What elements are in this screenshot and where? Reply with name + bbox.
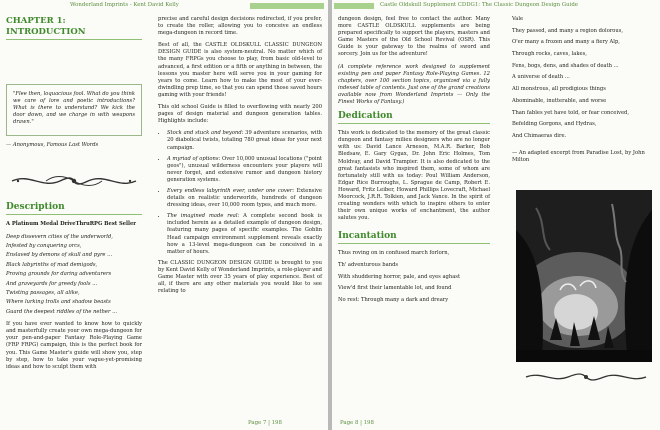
right-page-footer: Page 8 | 198 (340, 420, 374, 426)
chapter-rule (6, 39, 142, 40)
poem-line: Black labyrinths of mad demigods, (6, 261, 98, 268)
poem-line: With shuddering horror, pale, and eyes aghast (338, 273, 461, 280)
poem-line: Th' adventurous bands (338, 262, 399, 269)
quote-box (6, 84, 142, 136)
poem-line: And graveyards for greedy fools ... (6, 280, 98, 287)
left-page-footer: Page 7 | 198 (248, 420, 282, 426)
milton-poem (512, 16, 652, 140)
dedication-paragraph: This work is dedicated to the memory of the great classic dungeon and fantasy milieu designers who are no longer with us: David Lance Arneson, M.A.R. Barker, Bob Bledsaw, E. Gary Gygax, Dr. John Eric Holmes, Tom Moldvay, and David Trampier. It is also dedicated to the great fantasists who inspired them, some of whom are fortunately still with us today: Poul William Anderson, Edgar Rice Burroughs, L. Sprague de Camp, Robert E. Howard, Fritz Leiber, Howard Phillips Lovecraft, Michael Moorcock, J.R.R. Tolkien, and Jack Vance. In the spirit of creating wonders with which to inspire others to enter their own unique works of enchantment, the author salutes you. (338, 130, 490, 222)
poem-line: Proving grounds for daring adventurers (6, 271, 112, 278)
poem-line: They passed, and many a region dolorous, (512, 27, 624, 34)
poem-line: Deep dissevern cities of the underworld, (6, 233, 113, 240)
poem-line: No rest: Through many a dark and dreary (338, 297, 449, 304)
poem-line: Where lurking trolls and shadow beasts (6, 299, 111, 306)
right-page-header: Castle Oldskull Supplement CDDG1: The Classic Dungeon Design Guide (380, 2, 578, 8)
quote-attribution: — Anonymous, Famous Last Words (6, 142, 99, 149)
list-item: • Stock and stuck and beyond: 39 adventure scenarios, with 20 diabolical twists, totaling 780 great ideas for your next campaign. (167, 130, 322, 151)
left-page-header: Wonderland Imprints - Kent David Kelly (70, 2, 179, 8)
poem-line: O'er many a frozen and many a fiery Alp, (512, 39, 620, 46)
poem-line: All monstrous, all prodigious things (512, 86, 606, 93)
milton-attribution: — An adapted excerpt from Paradise Lost, by John Milton (512, 149, 645, 164)
award-line: A Platinum Medal DriveThruRPG Best Seller (6, 220, 137, 227)
right-header-bar (334, 3, 374, 9)
poem-line: Guard the deepest riddles of the nether ... (6, 308, 118, 315)
highlights-list (158, 130, 322, 256)
body-paragraph: (A complete reference work designed to supplement existing pen and paper Fantasy Role-Playing Games. 12 chapters, over 100 section topics, organized via a fully indexed table of contents. Just one of the grand creations available now from Wonderland Imprints — Only the Finest Works of Fantasy.) (338, 63, 490, 106)
list-item: • The imagined made real: A complete second book is included herein as a detailed example of dungeon design, featuring many pages of specific examples. The Goblin Head campaign environment supplement reveals exactly how a 13-level mega-dungeon can be conceived in a matter of hours. (167, 213, 322, 256)
poem-line: Thus roving on in confused march forlorn, (338, 250, 450, 257)
poem-line: Than fables yet have told, or fear conceived, (512, 109, 629, 116)
incantation-poem (338, 250, 490, 304)
dedication-rule (338, 123, 490, 124)
list-item: • A myriad of options: Over 10,000 unusual locations ("point geos"), unusual wilderness encounters your players will never forget, and extensive rumor and dungeon history generation systems. (167, 156, 322, 184)
right-column-2 (512, 16, 652, 164)
engraving-illustration (516, 190, 652, 362)
incantation-rule (338, 243, 490, 244)
chapter-title-line-1: CHAPTER 1: (6, 16, 66, 26)
body-paragraph: Best of all, the CASTLE OLDSKULL CLASSIC DUNGEON DESIGN GUIDE is also system-neutral. No matter which of the many FRPGs you choose to play, from basic old-level to advanced, a first edition or a fifth or anything in between, the lessons you master here will serve you in your gaming for years to come. Learn how to make the most of your ever-dwindling prep time, so that you can spend those saved hours gaming with your friends! (158, 42, 322, 98)
intro-poem (6, 234, 142, 316)
poem-line: Befelding Gorgons, and Hydras, (512, 121, 597, 128)
poem-line: And Chimaeras dire. (512, 132, 567, 139)
description-paragraph: If you have ever wanted to know how to quickly and masterfully create your own mega-dungeon for your pen-and-paper Fantasy Role-Playing Game (FRP FRPG) campaign, this is the perfect book for you. This Game Master's guide will show you, step by step, how to take your vague-yet-promising ideas and how to sculpt them with (6, 321, 142, 370)
description-heading: Description (6, 201, 65, 212)
poem-line: Abominable, inutterable, and worse (512, 97, 607, 104)
left-page (0, 0, 328, 430)
poem-line: Twisting passages, all alike, (6, 290, 80, 296)
right-page (332, 0, 660, 430)
flourish-ornament-icon (6, 172, 142, 190)
body-paragraph: The CLASSIC DUNGEON DESIGN GUIDE is brought to you by Kent David Kelly of Wonderland Imprints, a role-player and Game Master with over 35 years of play experience. Best of all, if there are any other materials you would like to see relating to (158, 259, 322, 295)
quote-text: "Flee then, loquacious fool. What do you think we care of lore and poetic introductions? What is there to understand? We kick the door down, and we charge in with weapons drawn." (13, 91, 135, 126)
poem-line: Vale (512, 16, 524, 22)
list-item: • Every endless labyrinth ever, under one cover: Extensive details on realistic underworlds, hundreds of dungeon dressing ideas, over 10,000 room types, and much more. (167, 188, 322, 209)
poem-line: A universe of death ... (512, 74, 570, 81)
body-paragraph: This old school Guide is filled to overflowing with nearly 200 pages of design material and dungeon generation tables. Highlights include: (158, 104, 322, 125)
left-header-bar (250, 3, 324, 9)
poem-line: Fens, bogs, dens, and shades of death ... (512, 62, 619, 69)
chapter-title-line-2: INTRODUCTION (6, 27, 86, 37)
right-column-1 (338, 16, 490, 309)
poem-line: Infested by conquering orcs, (6, 243, 82, 250)
poem-line: Enslaved by demons of skull and pyre ... (6, 252, 113, 259)
left-column-1 (6, 16, 142, 376)
flourish-ornament-icon (522, 370, 650, 384)
body-paragraph: dungeon design, feel free to contact the author. Many more CASTLE OLDSKULL supplements are being prepared specifically to support the players, masters and Game Masters of the Old School Revival (OSR). This Guide is your gateway to the realms of sword and sorcery. Join us for the adventure! (338, 16, 490, 58)
left-column-2 (158, 16, 322, 300)
dedication-heading: Dedication (338, 111, 393, 122)
description-rule (6, 214, 142, 215)
poem-line: View'd first their lamentable lot, and found (338, 285, 452, 292)
incantation-heading: Incantation (338, 231, 397, 242)
body-paragraph: precise and careful design decisions redirected, if you prefer, to create the roller, allowing you to conceive an endless mega-dungeon in record time. (158, 16, 322, 37)
poem-line: Through rocks, caves, lakes, (512, 51, 587, 58)
